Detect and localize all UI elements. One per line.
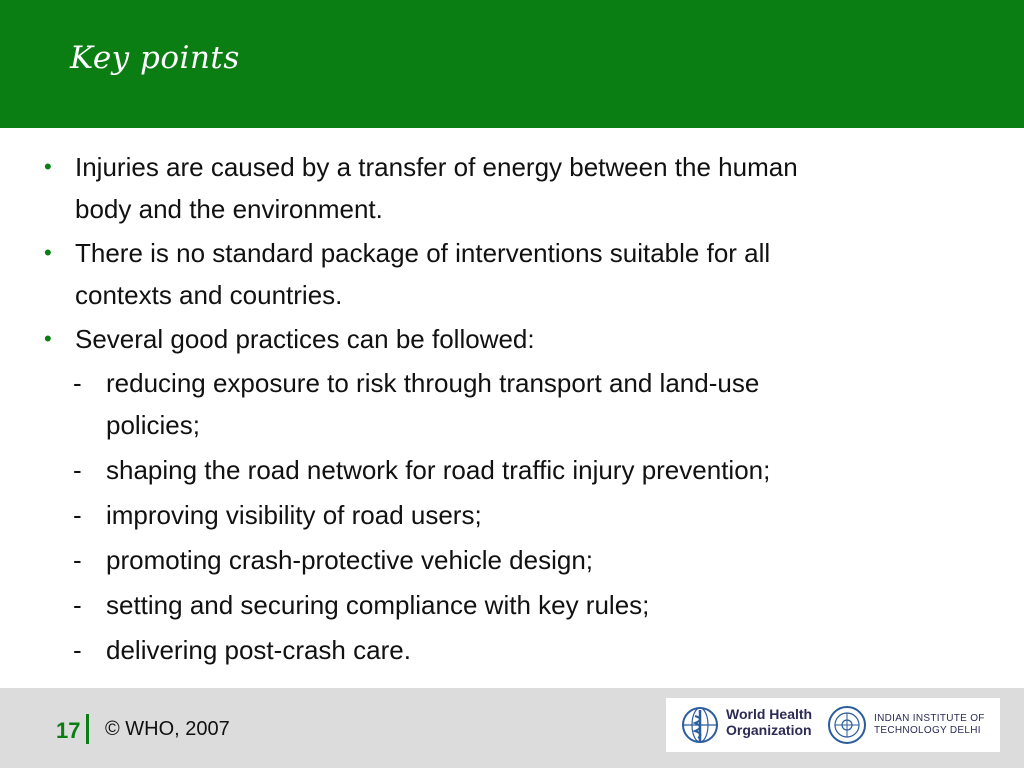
sub-bullet-text: improving visibility of road users;: [106, 500, 482, 530]
bullet-text: Several good practices can be followed:: [75, 324, 535, 354]
who-logo-text: [726, 706, 812, 738]
page-divider: [86, 714, 89, 744]
bullet-icon: •: [44, 240, 52, 265]
sub-bullet-text: shaping the road network for road traffic injury prevention;: [106, 455, 771, 485]
dash-icon: -: [73, 500, 82, 530]
bullet-text: Injuries are caused by a transfer of energy between the human: [75, 152, 798, 182]
dash-icon: -: [73, 635, 82, 665]
who-emblem-icon: [678, 704, 722, 746]
bullet-text: contexts and countries.: [75, 280, 343, 310]
who-logo-line: World Health: [726, 706, 813, 722]
partner-logos: [666, 698, 1000, 752]
sub-bullet-text: delivering post-crash care.: [106, 635, 411, 665]
dash-icon: -: [73, 368, 82, 398]
copyright-text: © WHO, 2007: [105, 718, 230, 740]
bullet-icon: •: [44, 154, 52, 179]
sub-bullet-text: promoting crash-protective vehicle design;: [106, 545, 594, 575]
sub-bullet-text: setting and securing compliance with key rules;: [106, 590, 650, 620]
iit-logo-line: INDIAN INSTITUTE OF: [874, 713, 985, 724]
bullet-text: body and the environment.: [75, 194, 383, 224]
dash-icon: -: [73, 590, 82, 620]
iit-emblem-icon: [826, 704, 868, 746]
bullet-icon: •: [44, 326, 52, 351]
page-number: 17: [56, 718, 81, 743]
dash-icon: -: [73, 455, 82, 485]
sub-bullet-text: reducing exposure to risk through transport and land-use: [106, 368, 760, 398]
bullet-text: There is no standard package of interventions suitable for all: [75, 238, 771, 268]
dash-icon: -: [73, 545, 82, 575]
header-bar: [0, 0, 1024, 128]
iit-logo-line: TECHNOLOGY DELHI: [874, 725, 981, 736]
who-logo-line: Organization: [726, 722, 812, 738]
iit-logo-text: [874, 713, 985, 737]
slide-title: Key points: [70, 40, 240, 76]
sub-bullet-text: policies;: [106, 410, 200, 440]
